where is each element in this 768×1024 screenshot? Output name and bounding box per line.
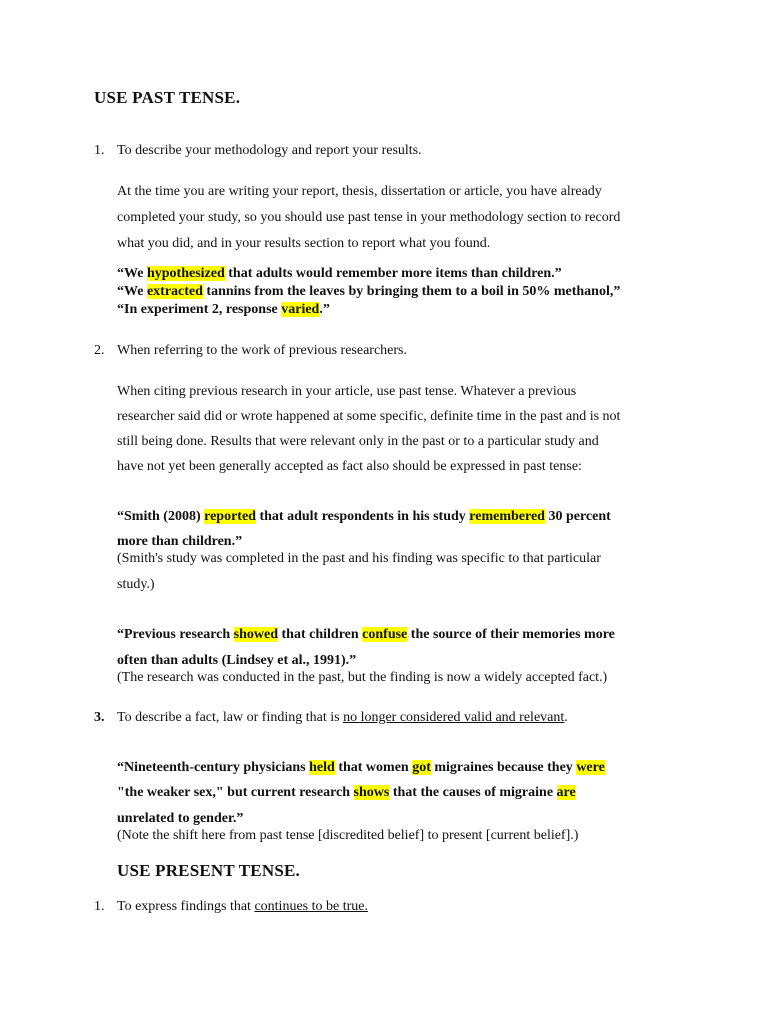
explanatory-note: study.) — [117, 577, 155, 592]
paragraph-line: researcher said did or wrote happened at some specific, definite time in the past and is not — [117, 409, 621, 424]
heading-text: To describe a fact, law or finding that is — [117, 710, 344, 725]
quote-text: tannins from the leaves by bringing them to a boil in 50% methanol,” — [202, 284, 621, 299]
example-quote — [117, 509, 611, 525]
item-heading: To describe your methodology and report your results. — [117, 143, 422, 158]
quote-text: “Smith (2008) — [117, 509, 205, 524]
quote-text: 30 percent — [544, 509, 611, 524]
quote-text: that children — [278, 627, 363, 642]
item-number: 1. — [94, 899, 105, 914]
highlighted-verb: were — [576, 760, 605, 775]
explanatory-note: (The research was conducted in the past, but the finding is now a widely accepted fact.) — [117, 670, 608, 685]
quote-text: migraines because they — [430, 760, 577, 775]
explanatory-note: (Smith's study was completed in the past and his finding was specific to that particular — [117, 551, 601, 566]
quote-text: the source of their memories more — [407, 627, 615, 642]
paragraph-line: still being done. Results that were relevant only in the past or to a particular study and — [117, 434, 599, 449]
highlighted-verb: are — [556, 785, 576, 800]
highlighted-verb: held — [309, 760, 335, 775]
quote-text: “We — [117, 284, 147, 299]
quote-text: that the causes of migraine — [389, 785, 557, 800]
highlighted-verb: reported — [204, 509, 256, 524]
explanatory-note: (Note the shift here from past tense [discredited belief] to present [current belief].) — [117, 828, 579, 843]
heading-past-tense: USE PAST TENSE. — [94, 88, 241, 107]
quote-text: “In experiment 2, response — [117, 302, 282, 317]
quote-text: “Previous research — [117, 627, 234, 642]
example-quote-continued: more than children.” — [117, 534, 243, 549]
highlighted-verb: confuse — [362, 627, 408, 642]
example-quote — [117, 760, 605, 776]
paragraph-line: what you did, and in your results section to report what you found. — [117, 236, 491, 251]
quote-text: that adult respondents in his study — [255, 509, 470, 524]
paragraph-line: completed your study, so you should use past tense in your methodology section to record — [117, 210, 621, 225]
underlined-text: no longer considered valid and relevant — [343, 710, 565, 725]
paragraph-line: At the time you are writing your report, thesis, dissertation or article, you have already — [117, 184, 602, 199]
paragraph-line: have not yet been generally accepted as fact also should be expressed in past tense: — [117, 459, 582, 474]
quote-text: "the weaker sex," but current research — [117, 785, 354, 800]
example-quote — [117, 627, 615, 643]
highlighted-verb: hypothesized — [146, 266, 225, 281]
example-quote — [117, 266, 562, 282]
item-heading: When referring to the work of previous researchers. — [117, 343, 407, 358]
paragraph-line: When citing previous research in your article, use past tense. Whatever a previous — [117, 384, 577, 399]
example-quote — [117, 785, 576, 801]
highlighted-verb: varied — [281, 302, 320, 317]
highlighted-verb: shows — [353, 785, 390, 800]
example-quote — [117, 284, 620, 300]
example-quote-continued: unrelated to gender.” — [117, 811, 244, 826]
quote-text: “Nineteenth-century physicians — [117, 760, 310, 775]
highlighted-verb: showed — [233, 627, 279, 642]
item-number: 1. — [94, 143, 105, 158]
item-number: 3. — [94, 710, 105, 725]
quote-text: .” — [319, 302, 330, 317]
underlined-text: continues to be true. — [254, 899, 368, 914]
quote-text: “We — [117, 266, 147, 281]
heading-text: To express findings that — [117, 899, 255, 914]
example-quote-continued: often than adults (Lindsey et al., 1991).” — [117, 653, 357, 668]
highlighted-verb: extracted — [146, 284, 203, 299]
highlighted-verb: got — [412, 760, 431, 775]
highlighted-verb: remembered — [469, 509, 545, 524]
item-heading — [117, 708, 568, 728]
quote-text: that adults would remember more items than children.” — [224, 266, 562, 281]
item-number: 2. — [94, 343, 105, 358]
item-heading — [117, 897, 368, 917]
heading-text: . — [564, 710, 568, 725]
quote-text: that women — [334, 760, 413, 775]
heading-present-tense: USE PRESENT TENSE. — [117, 861, 300, 880]
example-quote — [117, 302, 330, 318]
